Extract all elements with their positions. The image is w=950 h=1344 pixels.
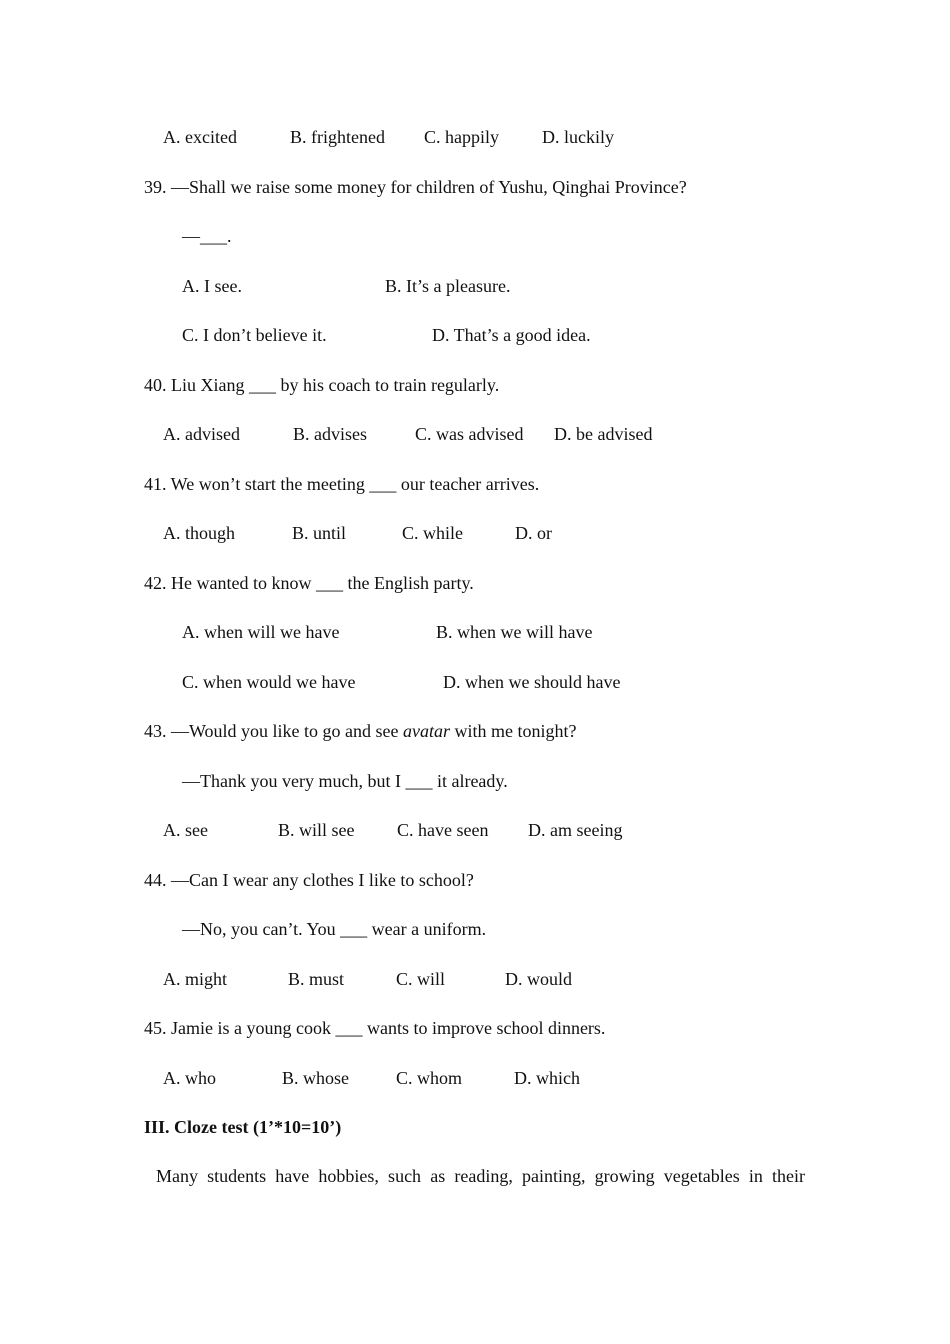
q41-question: 41. We won’t start the meeting ___ our teacher arrives. [144,474,540,494]
q39-option-b: B. It’s a pleasure. [385,276,511,296]
q41-option-c: C. while [402,523,463,543]
q44-option-b: B. must [288,969,345,989]
q43-question [144,720,577,742]
cloze-paragraph: Many students have hobbies, such as reading, painting, growing vegetables in their [156,1166,805,1186]
q39-option-a: A. I see. [182,276,242,296]
q40-option-a: A. advised [163,424,240,444]
q42-option-a: A. when will we have [182,622,340,642]
q39-reply: —___. [182,226,232,246]
q39-option-d: D. That’s a good idea. [432,325,591,345]
q40-option-c: C. was advised [415,424,524,444]
q45-option-a: A. who [163,1068,216,1088]
q43-option-c: C. have seen [397,820,489,840]
q44-option-d: D. would [505,969,572,989]
q44-option-a: A. might [163,969,228,989]
q43-option-a: A. see [163,820,208,840]
q39-option-c: C. I don’t believe it. [182,325,327,345]
q43-question-start: 43. —Would you like to go and see [144,721,404,741]
q38-option-a: A. excited [163,127,237,147]
q44-question: 44. —Can I wear any clothes I like to school? [144,870,474,890]
q43-option-b: B. will see [278,820,355,840]
q42-option-c: C. when would we have [182,672,356,692]
q43-question-title: avatar [403,721,451,741]
q41-option-b: B. until [292,523,347,543]
q42-question: 42. He wanted to know ___ the English party. [144,573,474,593]
q45-option-b: B. whose [282,1068,349,1088]
q45-option-d: D. which [514,1068,580,1088]
q38-option-c: C. happily [424,127,499,147]
q38-option-d: D. luckily [542,127,614,147]
q45-option-c: C. whom [396,1068,463,1088]
q44-reply: —No, you can’t. You ___ wear a uniform. [182,919,487,939]
q40-option-b: B. advises [293,424,367,444]
q45-question: 45. Jamie is a young cook ___ wants to improve school dinners. [144,1018,606,1038]
q43-reply: —Thank you very much, but I ___ it already. [182,771,508,791]
q44-option-c: C. will [396,969,446,989]
q43-option-d: D. am seeing [528,820,623,840]
q41-option-d: D. or [515,523,552,543]
q38-option-b: B. frightened [290,127,385,147]
section-heading-cloze: III. Cloze test (1’*10=10’) [144,1117,342,1137]
q40-option-d: D. be advised [554,424,653,444]
q41-option-a: A. though [163,523,235,543]
q40-question: 40. Liu Xiang ___ by his coach to train regularly. [144,375,500,395]
q43-question-end: with me tonight? [450,721,577,741]
q39-question: 39. —Shall we raise some money for children of Yushu, Qinghai Province? [144,177,687,197]
q42-option-b: B. when we will have [436,622,593,642]
q42-option-d: D. when we should have [443,672,621,692]
